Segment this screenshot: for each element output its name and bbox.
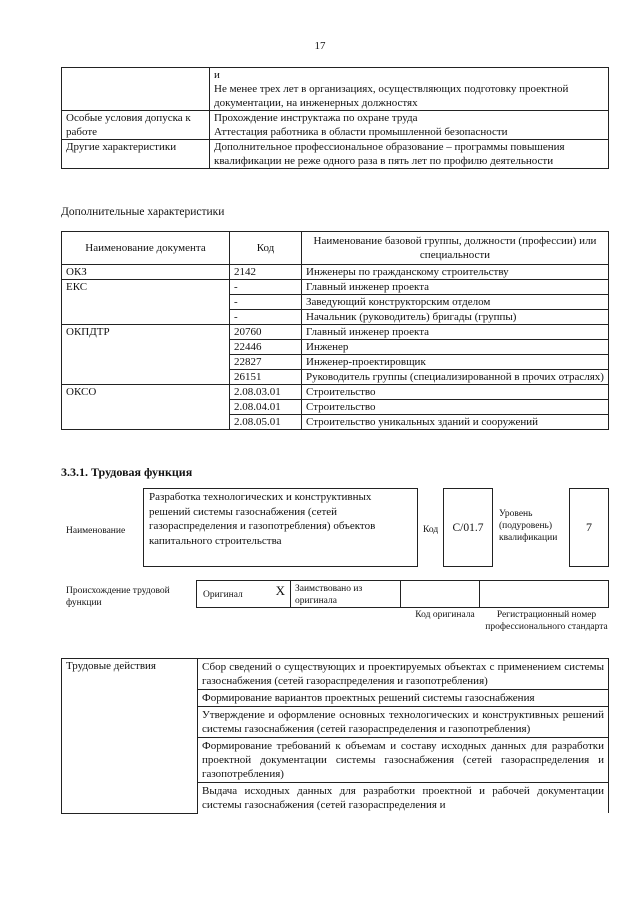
table-row bbox=[62, 370, 609, 385]
name-label: Наименование bbox=[66, 526, 126, 536]
section-title: 3.3.1. Трудовая функция bbox=[61, 465, 193, 479]
code-cell: 2.08.04.01 bbox=[230, 400, 302, 415]
doc-cell bbox=[62, 400, 230, 415]
code-cell: 2142 bbox=[230, 265, 302, 280]
header-name: Наименование базовой группы, должности (профессии) или специальности bbox=[302, 232, 609, 265]
labor-action-item: Сбор сведений о существующих и проектируемых объектах с применением системы газоснабжения (сетей газораспределения и газопотребления) bbox=[198, 659, 609, 690]
row-value: и Не менее трех лет в организациях, осуществляющих подготовку проектной документации, на инженерных должностях bbox=[210, 68, 609, 111]
code-cell: 22827 bbox=[230, 355, 302, 370]
doc-cell: ОКСО bbox=[62, 385, 230, 400]
level-label: Уровень (подуровень) квалификации bbox=[499, 509, 558, 543]
table-row bbox=[62, 385, 609, 400]
table-row bbox=[62, 280, 609, 295]
row-label bbox=[62, 68, 210, 111]
table-row bbox=[62, 295, 609, 310]
table-row bbox=[62, 68, 609, 111]
caption-registration-number: Регистрационный номер профессионального стандарта bbox=[485, 610, 608, 632]
additional-heading: Дополнительные характеристики bbox=[61, 206, 225, 218]
code-cell: 22446 bbox=[230, 340, 302, 355]
table-header-row bbox=[62, 232, 609, 265]
labor-action-item: Выдача исходных данных для разработки проектной и рабочей документации системы газоснабжения (сетей газораспределения и bbox=[198, 783, 609, 814]
doc-cell: ОКЗ bbox=[62, 265, 230, 280]
additional-characteristics-table bbox=[61, 231, 609, 430]
doc-cell bbox=[62, 355, 230, 370]
code-cell: 2.08.03.01 bbox=[230, 385, 302, 400]
caption-original-code: Код оригинала bbox=[415, 610, 475, 620]
name-cell: Строительство bbox=[302, 400, 609, 415]
level-box: 7 bbox=[569, 488, 609, 567]
code-cell: - bbox=[230, 295, 302, 310]
function-name-box: Разработка технологических и конструктивных решений системы газоснабжения (сетей газораспределения и газопотребления) объектов капитального строительства bbox=[143, 488, 418, 567]
doc-cell bbox=[62, 295, 230, 310]
name-cell: Строительство bbox=[302, 385, 609, 400]
labor-actions-table bbox=[61, 658, 609, 814]
doc-cell bbox=[62, 340, 230, 355]
doc-cell: ОКПДТР bbox=[62, 325, 230, 340]
origin-row bbox=[196, 580, 609, 608]
table-row bbox=[62, 325, 609, 340]
header-code: Код bbox=[230, 232, 302, 265]
code-cell: - bbox=[230, 310, 302, 325]
labor-action-item: Формирование вариантов проектных решений системы газоснабжения bbox=[198, 690, 609, 707]
code-cell: 20760 bbox=[230, 325, 302, 340]
name-cell: Инженер bbox=[302, 340, 609, 355]
row-label: Особые условия допуска к работе bbox=[62, 111, 210, 140]
origin-label: Происхождение трудовой функции bbox=[66, 586, 170, 608]
original-code-cell bbox=[400, 580, 480, 608]
original-mark: X bbox=[275, 583, 285, 598]
name-cell: Инженер-проектировщик bbox=[302, 355, 609, 370]
name-cell: Руководитель группы (специализированной в прочих отраслях) bbox=[302, 370, 609, 385]
row-value: Дополнительное профессиональное образование – программы повышения квалификации не реже одного раза в пять лет по профилю деятельности bbox=[210, 140, 609, 169]
table-row bbox=[62, 355, 609, 370]
name-cell: Инженеры по гражданскому строительству bbox=[302, 265, 609, 280]
doc-cell bbox=[62, 310, 230, 325]
registration-number-cell bbox=[479, 580, 609, 608]
code-cell: 2.08.05.01 bbox=[230, 415, 302, 430]
name-cell: Строительство уникальных зданий и сооружений bbox=[302, 415, 609, 430]
header-doc: Наименование документа bbox=[62, 232, 230, 265]
labor-action-item: Утверждение и оформление основных технологических и конструктивных решений системы газоснабжения (сетей газораспределения и газопотребления) bbox=[198, 707, 609, 738]
name-cell: Главный инженер проекта bbox=[302, 280, 609, 295]
table-row bbox=[62, 659, 609, 690]
table-row bbox=[62, 140, 609, 169]
code-cell: - bbox=[230, 280, 302, 295]
borrowed-cell bbox=[290, 580, 401, 608]
table-row bbox=[62, 400, 609, 415]
table-row bbox=[62, 340, 609, 355]
original-label: Оригинал bbox=[203, 590, 243, 600]
name-cell: Главный инженер проекта bbox=[302, 325, 609, 340]
code-cell: 26151 bbox=[230, 370, 302, 385]
table-row bbox=[62, 415, 609, 430]
name-cell: Начальник (руководитель) бригады (группы) bbox=[302, 310, 609, 325]
table-row bbox=[62, 111, 609, 140]
original-cell bbox=[196, 580, 291, 608]
table-row bbox=[62, 265, 609, 280]
doc-cell bbox=[62, 415, 230, 430]
doc-cell: ЕКС bbox=[62, 280, 230, 295]
function-code-box: С/01.7 bbox=[443, 488, 493, 567]
borrowed-label: Заимствовано из оригинала bbox=[295, 584, 363, 606]
row-value: Прохождение инструктажа по охране труда Аттестация работника в области промышленной безопасности bbox=[210, 111, 609, 140]
requirements-table bbox=[61, 67, 609, 169]
row-label: Другие характеристики bbox=[62, 140, 210, 169]
code-label: Код bbox=[423, 525, 439, 535]
table-row bbox=[62, 310, 609, 325]
doc-cell bbox=[62, 370, 230, 385]
labor-action-item: Формирование требований к объемам и составу исходных данных для разработки проектной документации системы газоснабжения (сетей газораспределения и газопотребления) bbox=[198, 738, 609, 783]
labor-actions-label: Трудовые действия bbox=[62, 659, 198, 814]
page-number: 17 bbox=[314, 40, 326, 52]
name-cell: Заведующий конструкторским отделом bbox=[302, 295, 609, 310]
